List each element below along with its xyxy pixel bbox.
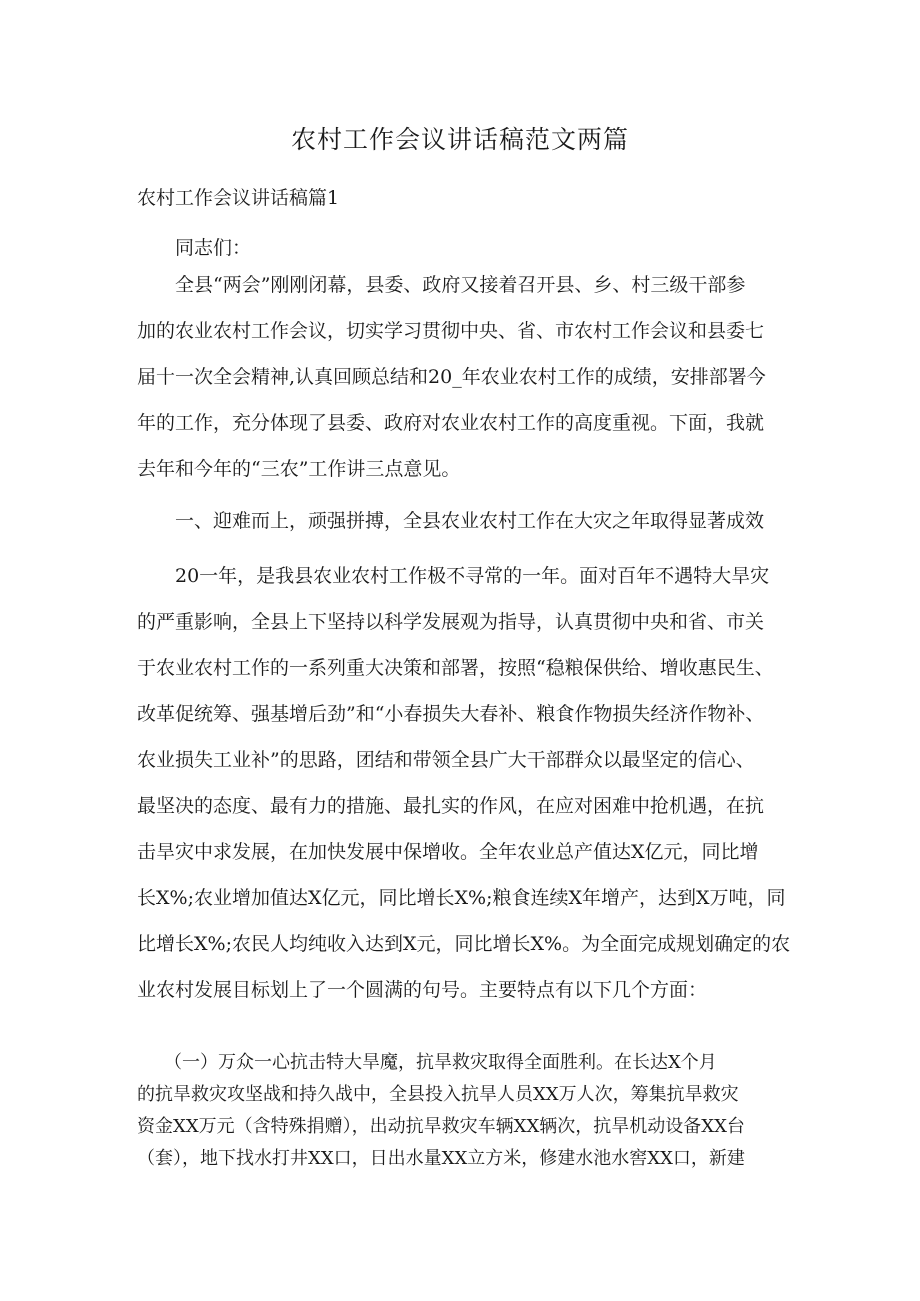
text-line: 业农村发展目标划上了一个圆满的句号。主要特点有以下几个方面：	[137, 979, 708, 1001]
text-line: 年的工作，充分体现了县委、政府对农业农村工作的高度重视。下面，我就	[137, 412, 765, 434]
text-line: 全县“两会”刚刚闭幕，县委、政府又接着召开县、乡、村三级干部参	[137, 274, 746, 296]
document-title: 农村工作会议讲话稿范文两篇	[290, 125, 629, 154]
text-line: 资金XX万元（含特殊捐赠），出动抗旱救灾车辆XX辆次，抗旱机动设备XX台	[137, 1116, 745, 1137]
text-line: 最坚决的态度、最有力的措施、最扎实的作风，在应对困难中抢机遇，在抗	[137, 795, 765, 817]
text-line: 农业损失工业补”的思路，团结和带领全县广大干部群众以最坚定的信心、	[137, 749, 755, 771]
text-line: 20一年，是我县农业农村工作极不寻常的一年。面对百年不遇特大旱灾	[137, 565, 770, 587]
text-line: （套），地下找水打井XX口，日出水量XX立方米，修建水池水窖XX口，新建	[137, 1148, 745, 1169]
paragraph-review	[137, 553, 797, 1013]
text-line: 一、迎难而上，顽强拼搏，全县农业农村工作在大灾之年取得显著成效	[137, 510, 765, 532]
text-line: 的严重影响，全县上下坚持以科学发展观为指导，认真贯彻中央和省、市关	[137, 611, 765, 633]
text-line: 去年和今年的“三农”工作讲三点意见。	[137, 458, 461, 480]
text-line: 届十一次全会精神,认真回顾总结和20_年农业农村工作的成绩，安排部署今	[137, 366, 766, 388]
paragraph-intro	[137, 262, 797, 492]
text-line: （一）万众一心抗击特大旱魔，抗旱救灾取得全面胜利。在长达X个月	[137, 1052, 717, 1073]
text-line: 长X%;农业增加值达X亿元，同比增长X%;粮食连续X年增产，达到X万吨，同	[137, 887, 786, 909]
paragraph-section-one-heading	[137, 498, 797, 544]
text-line: 比增长X%;农民人均纯收入达到X元，同比增长X%。为全面完成规划确定的农	[137, 933, 791, 955]
text-line: 改革促统筹、强基增后劲”和“小春损失大春补、粮食作物损失经济作物补、	[137, 703, 765, 725]
section-heading: 农村工作会议讲话稿篇1	[137, 187, 340, 209]
text-line: 的抗旱救灾攻坚战和持久战中，全县投入抗旱人员XX万人次，筹集抗旱救灾	[137, 1084, 739, 1105]
paragraph-drought-relief	[137, 1047, 797, 1175]
text-line: 同志们：	[137, 237, 252, 259]
text-line: 于农业农村工作的一系列重大决策和部署，按照“稳粮保供给、增收惠民生、	[137, 657, 774, 679]
text-line: 击旱灾中求发展，在加快发展中保增收。全年农业总产值达X亿元，同比增	[137, 841, 759, 863]
text-line: 加的农业农村工作会议，切实学习贯彻中央、省、市农村工作会议和县委七	[137, 320, 765, 342]
